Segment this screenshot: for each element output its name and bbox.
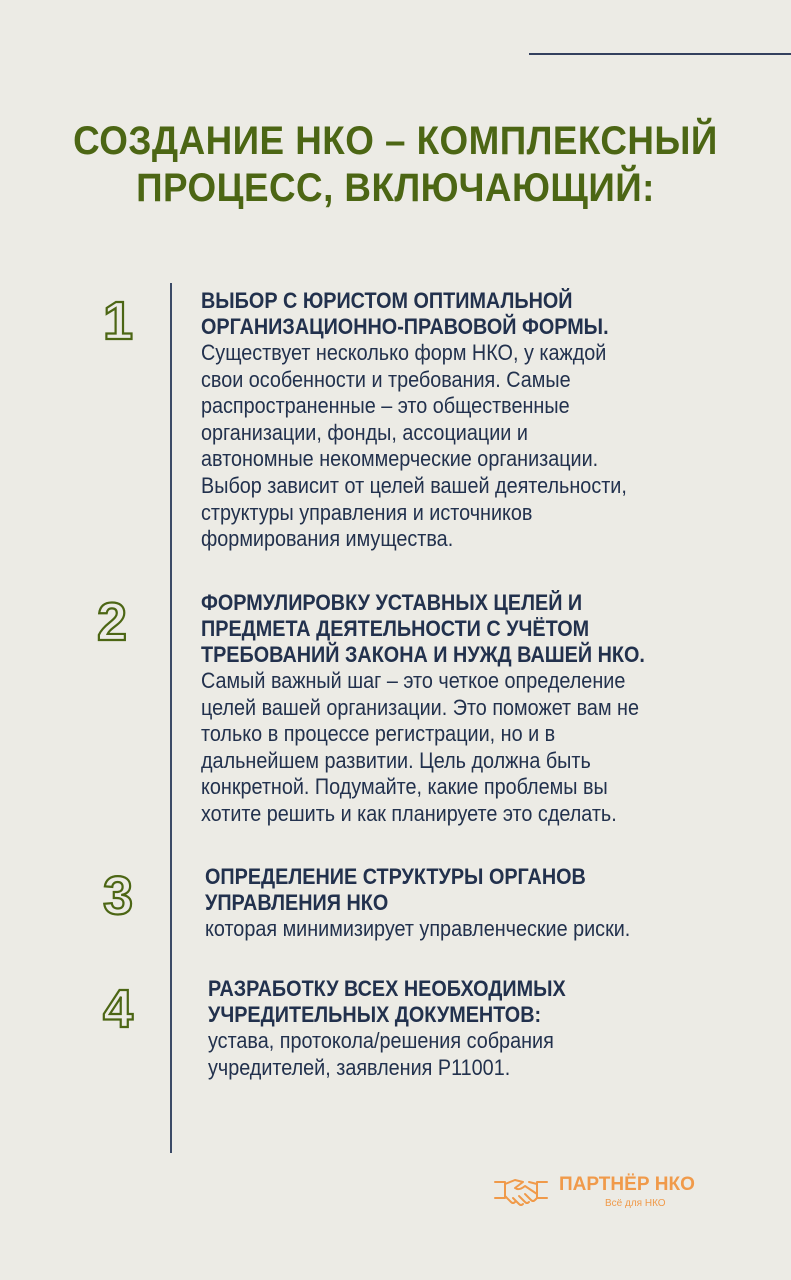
item-1-body-line: распространенные – это общественные (201, 393, 570, 419)
item-1-body-line: свои особенности и требования. Самые (201, 366, 571, 392)
timeline-vertical-line (170, 283, 172, 1153)
item-2-heading-line: ПРЕДМЕТА ДЕЯТЕЛЬНОСТИ С УЧЁТОМ (201, 616, 590, 641)
partner-nko-logo (493, 1170, 723, 1214)
item-2-heading-line: ФОРМУЛИРОВКУ УСТАВНЫХ ЦЕЛЕЙ И (201, 590, 583, 615)
item-1-body (201, 340, 627, 553)
list-item-3 (205, 864, 678, 943)
step-number-2 (82, 588, 142, 652)
step-number-1 (88, 287, 148, 351)
item-2-heading (201, 590, 645, 668)
item-4-heading (208, 976, 566, 1028)
item-2-body-line: хотите решить и как планируете это сделать. (201, 800, 617, 826)
item-1-body-line: организации, фонды, ассоциации и (201, 419, 528, 445)
page-title (32, 118, 760, 212)
item-1-body-line: Выбор зависит от целей вашей деятельности, (201, 472, 627, 498)
item-2-body-line: только в процессе регистрации, но и в (201, 721, 556, 747)
item-4-heading-line: РАЗРАБОТКУ ВСЕХ НЕОБХОДИМЫХ (208, 976, 566, 1001)
item-3-heading (205, 864, 630, 916)
item-3-heading-line: УПРАВЛЕНИЯ НКО (205, 890, 389, 915)
item-3-heading-line: ОПРЕДЕЛЕНИЕ СТРУКТУРЫ ОРГАНОВ (205, 864, 586, 889)
step-number-2-glyph: 2 (96, 592, 128, 652)
logo-tagline: Всё для НКО (605, 1198, 666, 1209)
item-2-body (201, 668, 645, 828)
top-divider-line (529, 53, 791, 55)
step-number-1-glyph: 1 (102, 291, 134, 351)
item-2-body-line: целей вашей организации. Это поможет вам не (201, 694, 640, 720)
item-3-body-line: которая минимизирует управленческие риски. (205, 916, 631, 941)
page-title-line-1: СОЗДАНИЕ НКО – КОМПЛЕКСНЫЙ (73, 119, 718, 163)
item-1-heading-line: ОРГАНИЗАЦИОННО-ПРАВОВОЙ ФОРМЫ. (201, 314, 609, 339)
list-item-4 (208, 976, 605, 1081)
item-2-heading-line: ТРЕБОВАНИЙ ЗАКОНА И НУЖД ВАШЕЙ НКО. (201, 642, 645, 667)
item-3-body (205, 916, 630, 943)
item-4-body-line: учредителей, заявления Р11001. (208, 1054, 511, 1080)
item-4-body (208, 1028, 566, 1081)
item-2-body-line: дальнейшем развитии. Цель должна быть (201, 747, 591, 773)
list-item-1 (201, 288, 674, 553)
item-2-body-line: Самый важный шаг – это четкое определение (201, 668, 626, 693)
step-number-3 (88, 862, 148, 926)
handshake-icon (493, 1174, 549, 1210)
item-1-body-line: структуры управления и источников (201, 499, 533, 525)
item-2-body-line: конкретной. Подумайте, какие проблемы вы (201, 774, 608, 800)
step-number-4-glyph: 4 (102, 979, 134, 1039)
item-1-heading (201, 288, 627, 340)
step-number-4 (88, 975, 148, 1039)
list-item-2 (201, 590, 694, 828)
logo-name: ПАРТНЁР НКО (559, 1174, 695, 1195)
item-4-heading-line: УЧРЕДИТЕЛЬНЫХ ДОКУМЕНТОВ: (208, 1002, 542, 1027)
item-1-body-line: автономные некоммерческие организации. (201, 446, 599, 472)
item-1-heading-line: ВЫБОР С ЮРИСТОМ ОПТИМАЛЬНОЙ (201, 288, 573, 313)
step-number-3-glyph: 3 (102, 866, 134, 926)
item-1-body-line: формирования имущества. (201, 526, 454, 552)
page-title-line-2: ПРОЦЕСС, ВКЛЮЧАЮЩИЙ: (136, 166, 655, 210)
item-1-body-line: Существует несколько форм НКО, у каждой (201, 340, 607, 365)
item-4-body-line: устава, протокола/решения собрания (208, 1028, 554, 1053)
